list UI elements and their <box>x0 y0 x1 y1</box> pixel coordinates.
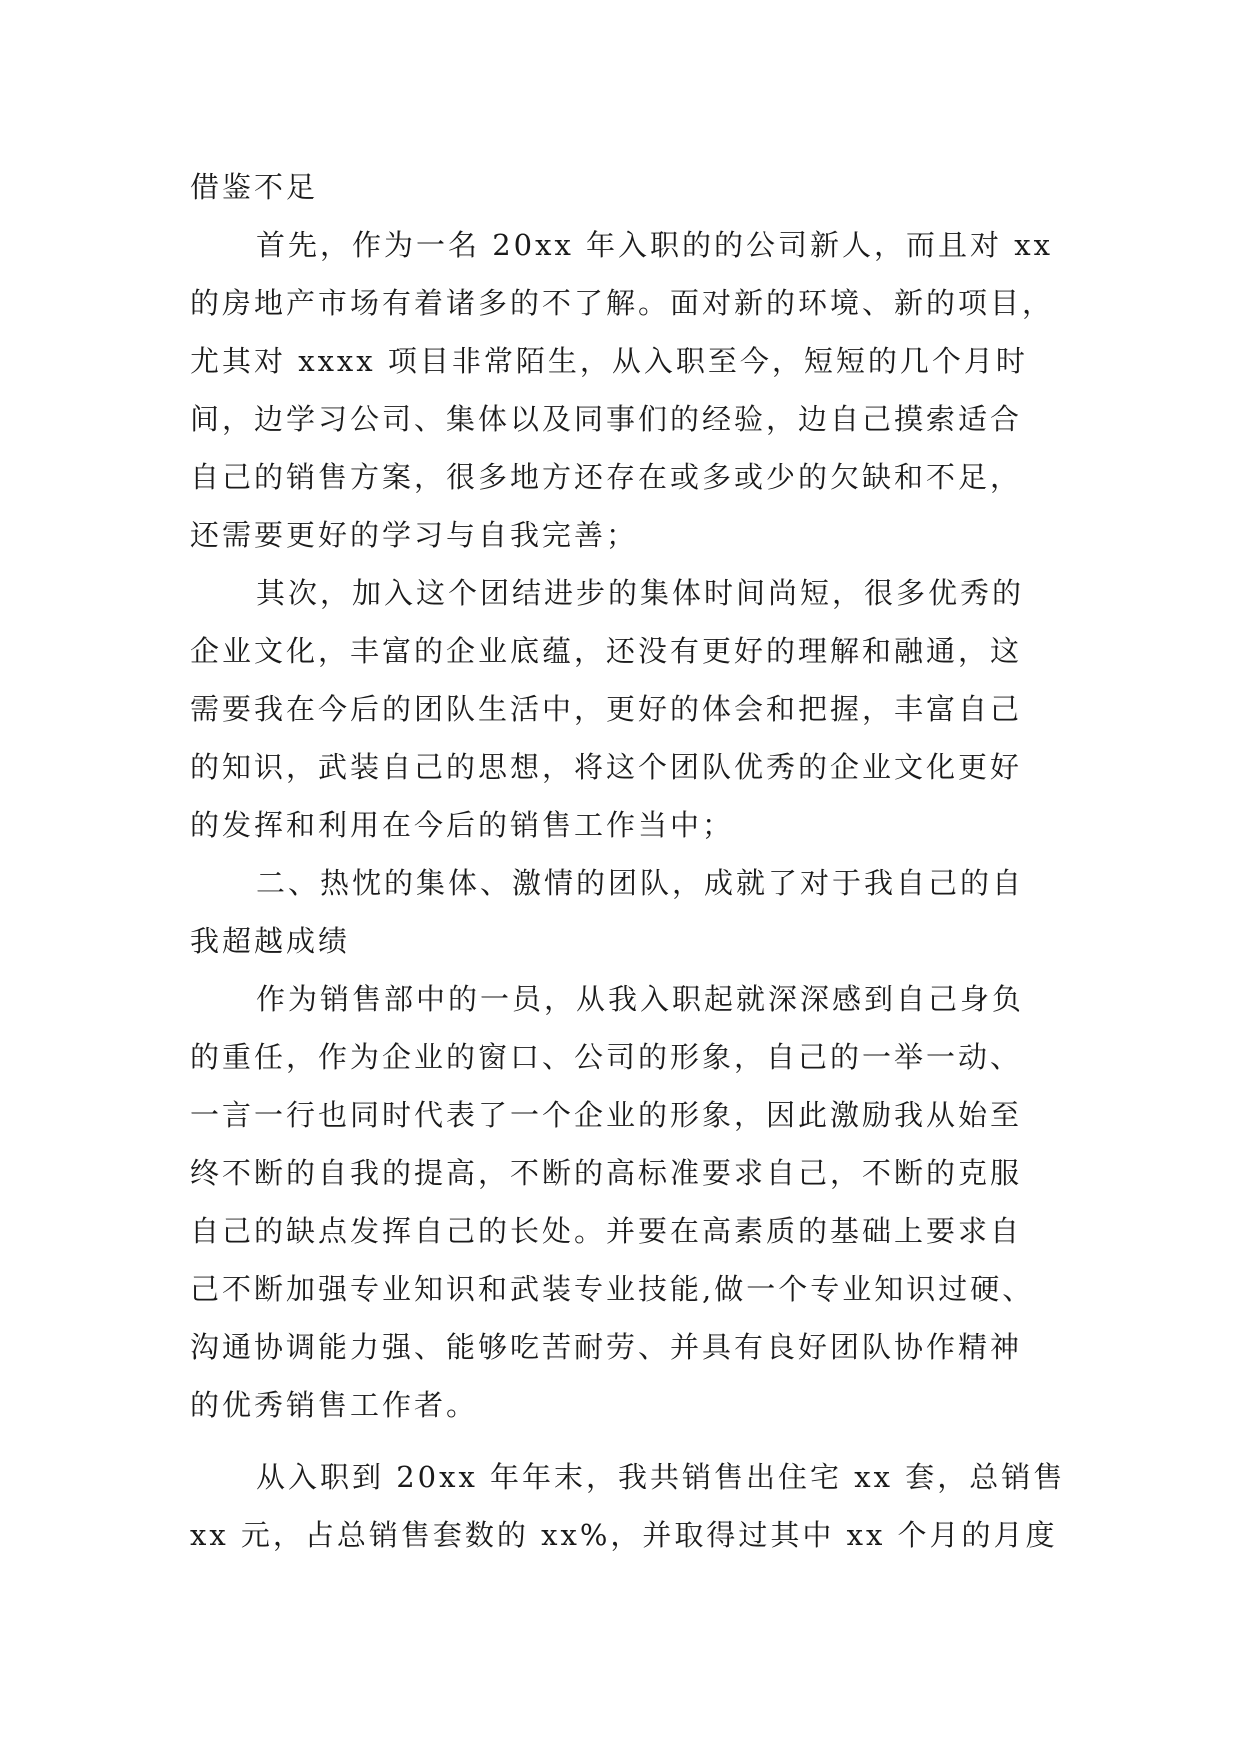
text-line: 借鉴不足 <box>190 170 319 204</box>
text-line: 自己的销售方案，很多地方还存在或多或少的欠缺和不足， <box>190 460 1023 494</box>
text-line: 己不断加强专业知识和武装专业技能,做一个专业知识过硬、 <box>190 1272 1035 1306</box>
text-line: 的知识，武装自己的思想，将这个团队优秀的企业文化更好 <box>190 750 1023 784</box>
text-line: 需要我在今后的团队生活中，更好的体会和把握，丰富自己 <box>190 692 1023 726</box>
text-line: 其次，加入这个团结进步的集体时间尚短，很多优秀的 <box>256 576 1025 610</box>
text-line: 沟通协调能力强、能够吃苦耐劳、并具有良好团队协作精神 <box>190 1330 1023 1364</box>
section-heading-line: 我超越成绩 <box>190 924 351 958</box>
section-heading-line: 二、热忱的集体、激情的团队，成就了对于我自己的自 <box>256 866 1025 900</box>
document-body <box>190 158 1066 1564</box>
text-line: 间，边学习公司、集体以及同事们的经验，边自己摸索适合 <box>190 402 1023 436</box>
text-line: 从入职到 20xx 年年末，我共销售出住宅 xx 套，总销售 <box>256 1460 1066 1494</box>
text-line: 的优秀销售工作者。 <box>190 1388 479 1422</box>
text-line: 终不断的自我的提高，不断的高标准要求自己，不断的克服 <box>190 1156 1023 1190</box>
text-line: 的重任，作为企业的窗口、公司的形象，自己的一举一动、 <box>190 1040 1023 1074</box>
text-line: 企业文化，丰富的企业底蕴，还没有更好的理解和融通，这 <box>190 634 1023 668</box>
text-line: 的发挥和利用在今后的销售工作当中； <box>190 808 735 842</box>
text-line: 的房地产市场有着诸多的不了解。面对新的环境、新的项目， <box>190 286 1055 320</box>
text-line: 作为销售部中的一员，从我入职起就深深感到自己身负 <box>256 982 1025 1016</box>
text-line: xx 元，占总销售套数的 xx%，并取得过其中 xx 个月的月度 <box>190 1518 1058 1552</box>
text-line: 首先，作为一名 20xx 年入职的的公司新人，而且对 xx <box>256 228 1053 262</box>
text-line: 自己的缺点发挥自己的长处。并要在高素质的基础上要求自 <box>190 1214 1023 1248</box>
text-line: 还需要更好的学习与自我完善； <box>190 518 639 552</box>
text-line: 一言一行也同时代表了一个企业的形象，因此激励我从始至 <box>190 1098 1023 1132</box>
text-line: 尤其对 xxxx 项目非常陌生，从入职至今，短短的几个月时 <box>190 344 1028 378</box>
